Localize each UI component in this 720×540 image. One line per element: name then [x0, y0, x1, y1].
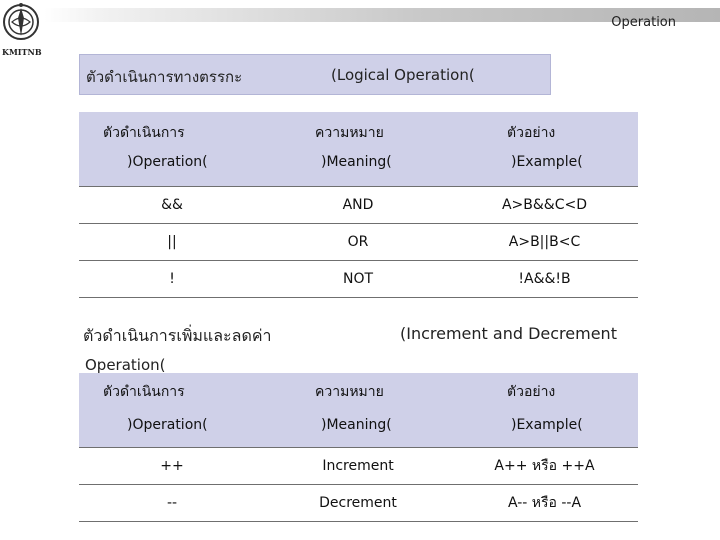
header-meaning-english: )Meaning( — [321, 154, 392, 170]
logical-table-header — [79, 112, 638, 186]
logical-operation-title-english: (Logical Operation( — [331, 66, 475, 84]
increment-decrement-title-english-cont: Operation( — [85, 356, 166, 374]
logo-text: KMITNB — [2, 47, 42, 57]
meaning-cell: Increment — [322, 458, 394, 474]
increment-decrement-title-thai: ตัวดำเนินการเพิ่มและลดค่า — [83, 326, 272, 345]
logical-operation-title-thai: ตัวดำเนินการทางตรรกะ — [86, 68, 243, 86]
header-meaning-thai: ความหมาย — [315, 384, 384, 400]
example-cell: A>B&&C<D — [501, 197, 588, 213]
example-cell: A++ หรือ ++A — [494, 458, 595, 474]
example-cell: A>B||B<C — [508, 234, 581, 250]
header-operation-thai: ตัวดำเนินการ — [103, 384, 185, 400]
header-example-english: )Example( — [511, 154, 583, 170]
operator-cell: ++ — [160, 458, 184, 474]
header-meaning-thai: ความหมาย — [315, 125, 384, 141]
example-cell: A-- หรือ --A — [507, 495, 582, 511]
increment-decrement-title-english: (Increment and Decrement — [400, 324, 617, 343]
increment-table-body — [79, 447, 638, 522]
table-row — [79, 448, 638, 485]
meaning-cell: Decrement — [319, 495, 397, 511]
operator-cell: && — [161, 197, 183, 213]
operator-cell: -- — [166, 495, 178, 511]
header-operation-english: )Operation( — [127, 154, 208, 170]
logical-table-body — [79, 186, 638, 298]
meaning-cell: NOT — [342, 271, 374, 287]
header-example-thai: ตัวอย่าง — [507, 125, 556, 141]
header-example-english: )Example( — [511, 417, 583, 433]
meaning-cell: OR — [347, 234, 369, 250]
meaning-cell: AND — [342, 197, 374, 213]
logical-operation-title-box — [79, 54, 551, 95]
operator-cell: ! — [169, 271, 175, 287]
table-row — [79, 187, 638, 224]
table-row — [79, 224, 638, 261]
example-cell: !A&&!B — [518, 271, 571, 287]
operator-cell: || — [167, 234, 177, 250]
header-operation-thai: ตัวดำเนินการ — [103, 125, 185, 141]
table-row — [79, 261, 638, 298]
increment-table-header — [79, 373, 638, 447]
header-operation-english: )Operation( — [127, 417, 208, 433]
header-example-thai: ตัวอย่าง — [507, 384, 556, 400]
table-row — [79, 485, 638, 522]
header-meaning-english: )Meaning( — [321, 417, 392, 433]
slide-title: Operation — [611, 15, 676, 30]
